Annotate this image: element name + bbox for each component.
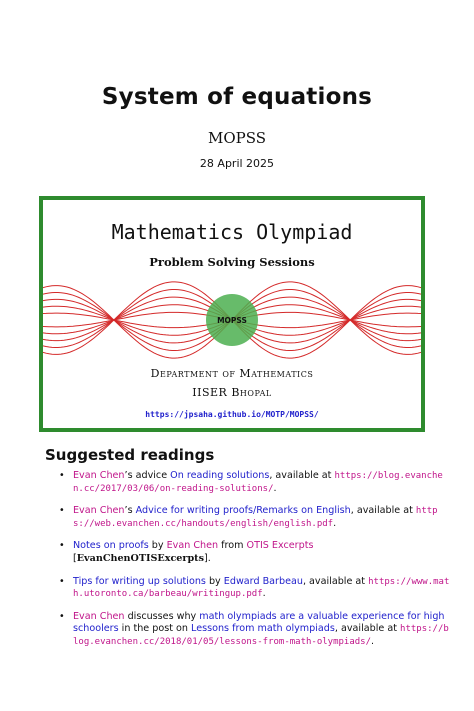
article-link[interactable]: Notes on proofs — [73, 540, 149, 552]
banner-url-link[interactable]: https://jpsaha.github.io/MOTP/MOPSS/ — [145, 410, 319, 419]
article-link[interactable]: Tips for writing up solutions — [73, 575, 206, 587]
olympiad-banner — [39, 196, 425, 432]
list-item: • Tips for writing up solutions by Edward Barbeau, available at https://www.math.utoronto.ca/barbeau/writingup.pdf. — [57, 576, 452, 601]
url-link[interactable]: https://blog.evanchen.cc/2017/03/06/on-reading-solutions/ — [73, 471, 443, 494]
article-link[interactable]: math olympiads are a valuable experience for high schoolers — [73, 610, 445, 635]
list-item: • Evan Chen discusses why math olympiads are a valuable experience for high schoolers in the post on Lessons from math olympiads, available at https://blog.evanchen.cc/2018/01/05/lessons-from-math-olympiads/. — [57, 611, 452, 649]
source-link[interactable]: OTIS Excerpts — [246, 540, 314, 552]
readings-list — [57, 470, 452, 659]
article-link[interactable]: Advice for writing proofs/Remarks on English — [135, 505, 351, 517]
section-heading: Suggested readings — [45, 446, 215, 464]
document-date: 28 April 2025 — [199, 157, 275, 170]
url-link[interactable]: https://www.math.utoronto.ca/barbeau/writingup.pdf — [73, 576, 450, 600]
institute-name: IISER Bhopal — [192, 386, 272, 399]
department-name: Department of Mathematics — [150, 367, 314, 380]
list-item: • Notes on proofs by Evan Chen from OTIS Excerpts [EvanChenOTISExcerpts]. — [57, 540, 452, 565]
article-link[interactable]: On reading solutions — [170, 470, 270, 481]
author-link[interactable]: Evan Chen — [73, 610, 125, 622]
citation-key: EvanChenOTISExcerpts — [76, 552, 205, 564]
banner-badge: MOPSS — [217, 316, 247, 325]
banner-title: Mathematics Olympiad — [111, 220, 353, 244]
author-link[interactable]: Evan Chen — [166, 540, 219, 552]
author-link[interactable]: Evan Chen — [73, 505, 125, 517]
author-link[interactable]: Evan Chen — [73, 470, 125, 481]
list-item: • Evan Chen’s Advice for writing proofs/Remarks on English, available at https://web.evanchen.cc/handouts/english/english.pdf. — [57, 505, 452, 530]
url-link[interactable]: https://blog.evanchen.cc/2018/01/05/lessons-from-math-olympiads/ — [73, 624, 449, 647]
page-title: System of equations — [101, 84, 373, 110]
banner-subtitle: Problem Solving Sessions — [149, 255, 315, 269]
document-author: MOPSS — [207, 129, 267, 147]
author-link[interactable]: Edward Barbeau — [223, 575, 303, 587]
url-link[interactable]: https://web.evanchen.cc/handouts/english/english.pdf — [73, 506, 438, 529]
article-link[interactable]: Lessons from math olympiads — [191, 623, 335, 635]
list-item: • Evan Chen’s advice On reading solutions, available at https://blog.evanchen.cc/2017/03/06/on-reading-solutions/. — [57, 470, 452, 495]
